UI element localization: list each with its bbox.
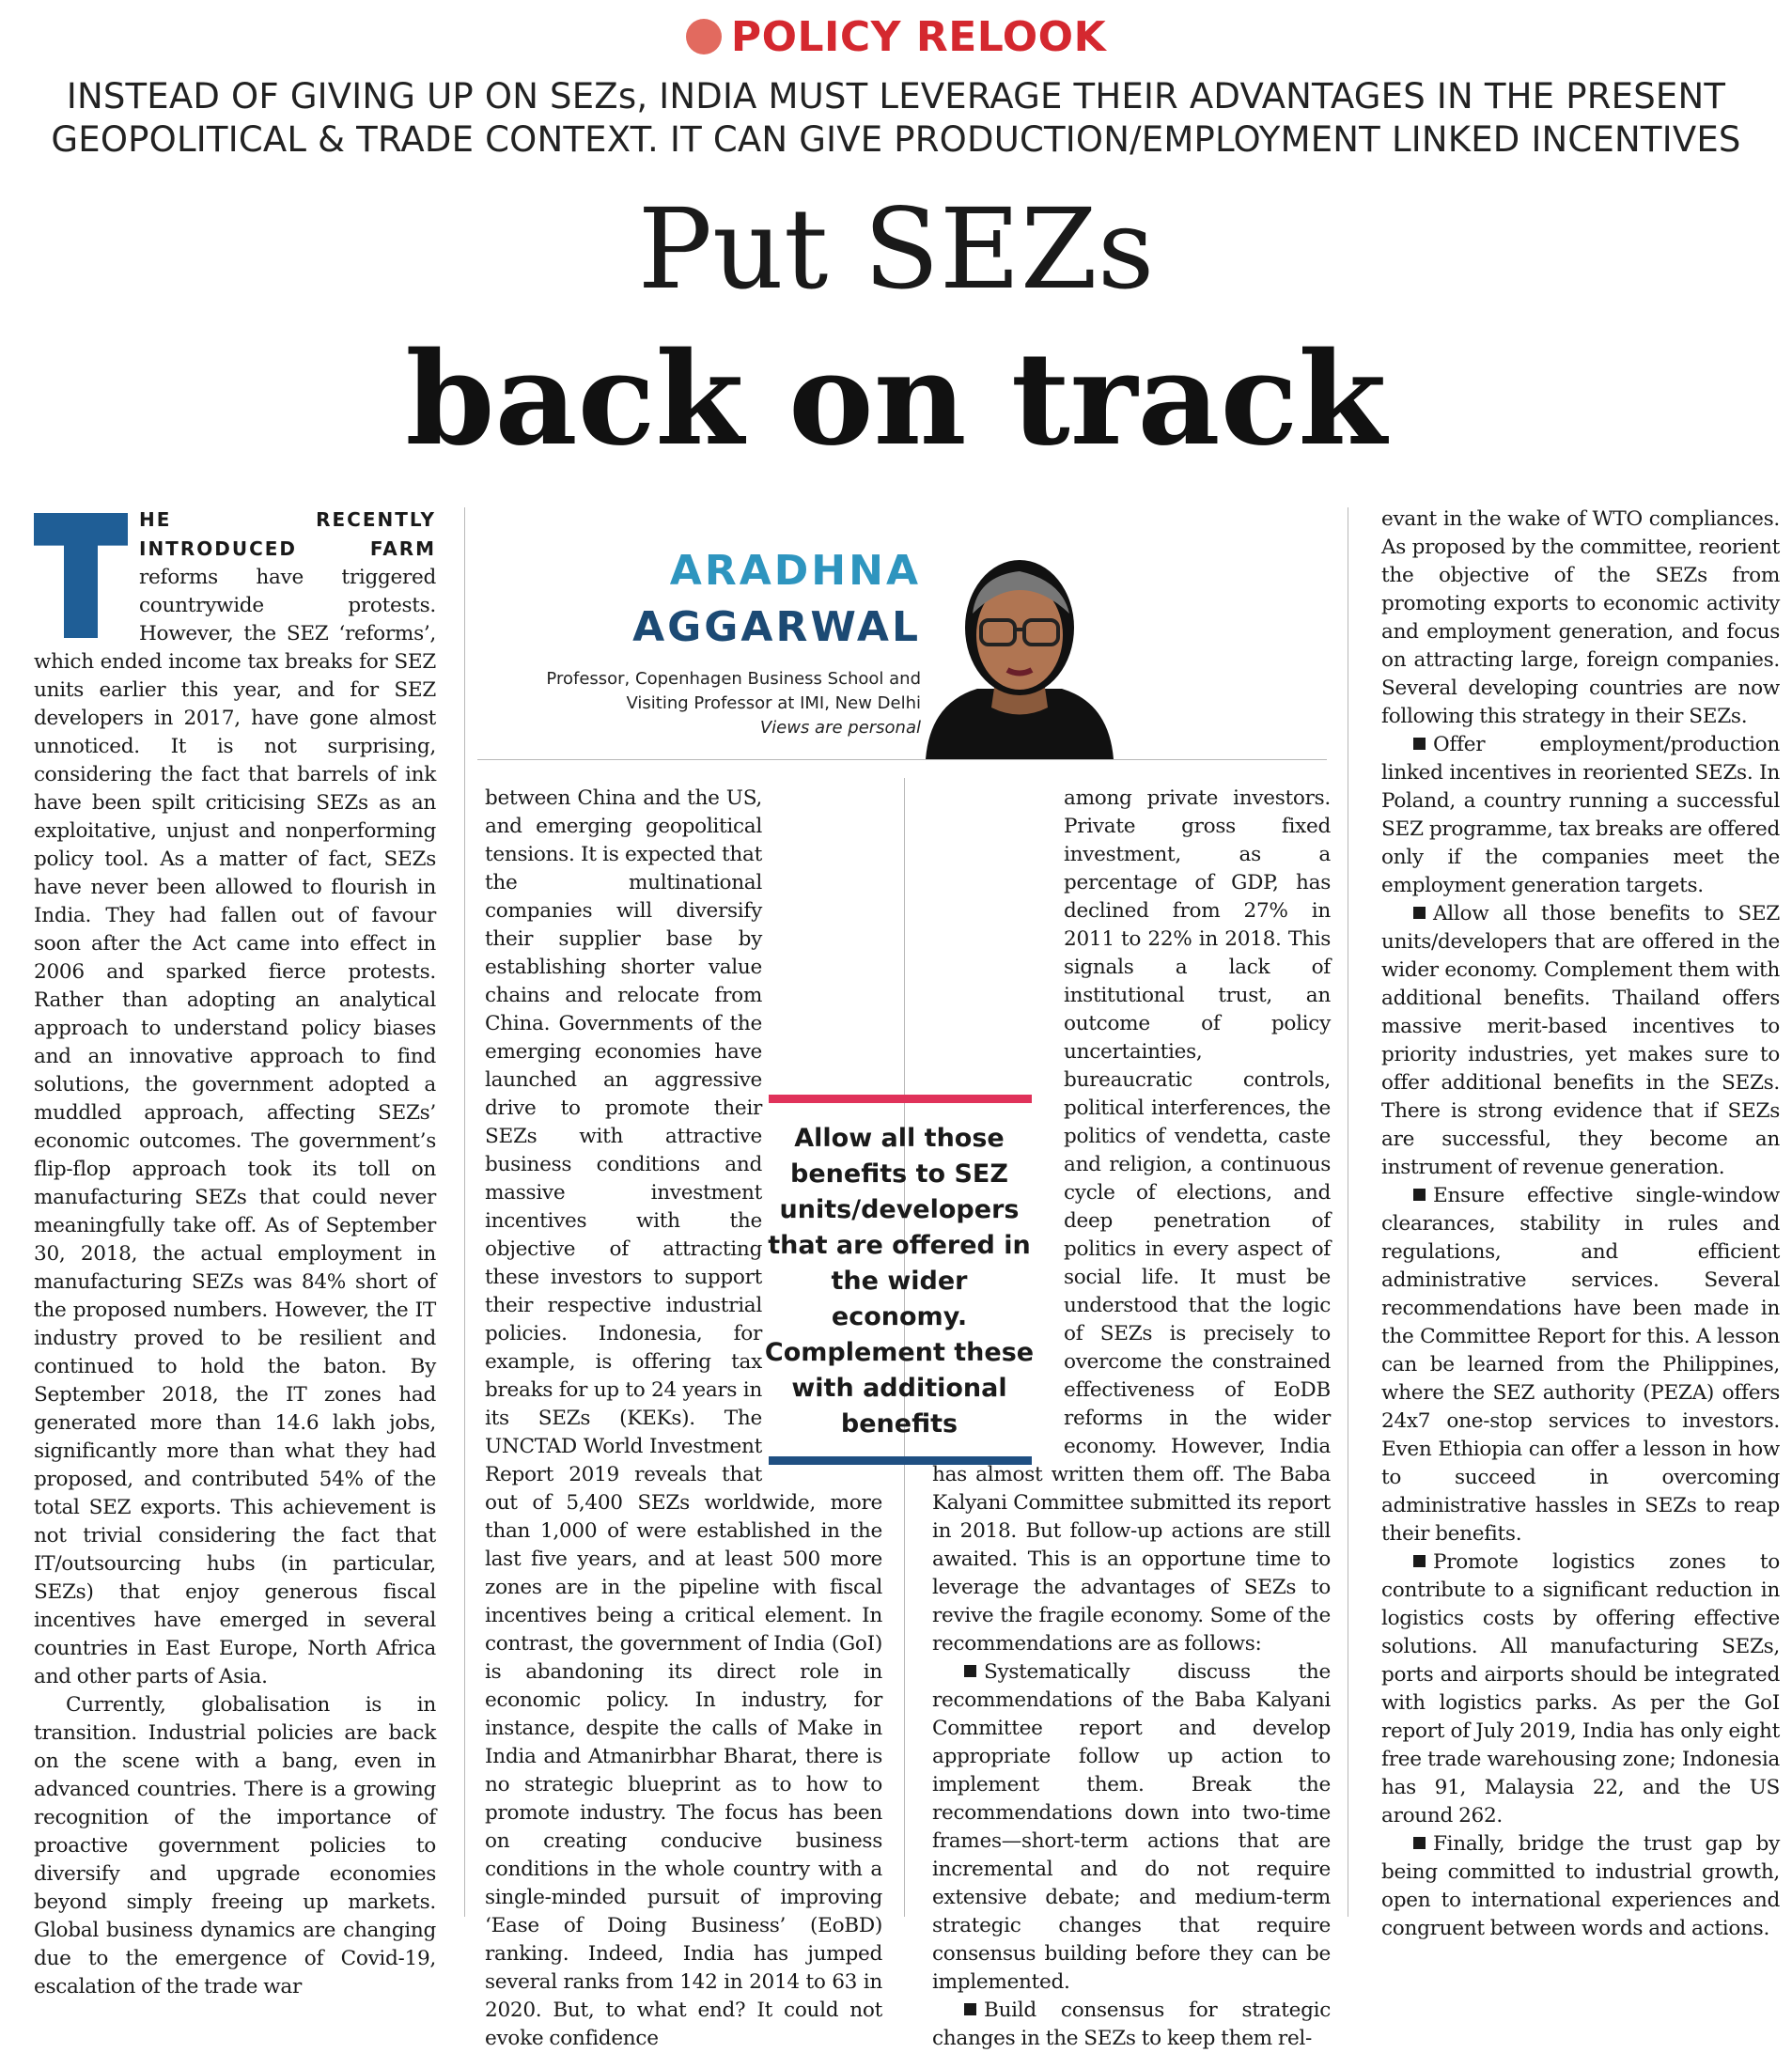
author-bio-line-1: Professor, Copenhagen Business School and [546,669,921,689]
deck-line-2: GEOPOLITICAL & TRADE CONTEXT. IT CAN GIVE PRODUCTION/EMPLOYMENT LINKED INCENTIVES [51,119,1741,160]
bullet-text: Finally, bridge the trust gap by being committed to industrial growth, open to international experiences and congruent between words and actions. [1381,1832,1780,1940]
headline-line-1: Put SEZs [637,184,1155,314]
paragraph-text: reforms have triggered countrywide protests. However, the SEZ ‘reforms’, which ended income tax breaks for SEZ units earlier this year, and for SEZ developers in 2017, have gone almost unnoticed. It is not surprising, considering the fact that barrels of ink have been spilt criticising SEZs as an exploitative, unjust and nonperforming policy tool. As a matter of fact, SEZs have never been allowed to flourish in India. They had fallen out of favour soon after the Act came into effect in 2006 and sparked fierce protests. Rather than adopting an analytical approach to understand policy biases and an innovative approach to find solutions, the government adopted a muddled approach, affecting SEZs’ economic outcomes. The government’s flip-flop approach took its toll on manufacturing SEZs that could never meaningfully take off. As of September 30, 2018, the actual employment in manufacturing SEZs was 84% short of the proposed numbers. However, the IT industry proved to be resilient and continued to hold the baton. By September 2018, the IT zones had generated more than 14.6 lakh jobs, significantly more than what they had proposed, and contributed 54% of the total SEZ exports. This achievement is not trivial considering the fact that IT/outsourcing hubs (in particular, SEZs) that enjoy generous fiscal incentives have emerged in several countries in East Europe, North Africa and other parts of Asia. [34,566,436,1688]
article-column-3 [932,785,1331,2053]
article-paragraph: Currently, globalisation is in transition. Industrial policies are back on the scene with a bang, even in advanced countries. There is a growing recognition of the importance of proactive government policies to diversify and upgrade economies beyond simply freeing up markets. Global business dynamics are changing due to the emergence of Covid-19, escalation of the trade war [34,1693,436,1999]
bullet-text: Build consensus for strategic changes in the SEZs to keep them rel- [932,1999,1331,2050]
author-portrait-illustration [921,534,1118,759]
column-rule-1 [464,507,465,1917]
square-bullet-icon [1413,907,1426,919]
bullet-text: Allow all those benefits to SEZ units/developers that are offered in the wider economy. Complement them with additional benefits. Thailand offers massive merit-based incentives to priority industries, yet makes sure to offer additional benefits in the SEZs. There is strong evidence that if SEZs are successful, they become an instrument of revenue generation. [1381,902,1780,1179]
article-paragraph: between China and the US, and emerging geopolitical tensions. It is expected that the multinational companies will diversify their supplier base by establishing shorter value chains and relocate from China. Governments of the emerging economies have launched an aggressive drive to promote their SEZs with attractive business conditions and massive investment incentives with the objective of attracting these investors to support their respective industrial policies. Indonesia, for example, is offering tax breaks for up to 24 years in its SEZs (KEKs). The UNCTAD World Investment Report 2019 reveals that out of 5,400 SEZs worldwide, more than 1,000 of were established in the last five years, and at least 500 more zones are in the pipeline with fiscal incentives being a critical element. In contrast, the government of India (GoI) is abandoning its direct role in economic policy. In industry, for instance, despite the calls of Make in India and Atmanirbhar Bharat, there is no strategic blueprint as to how to promote industry. The focus has been on creating conducive business conditions in the whole country with a single-minded pursuit of improving ‘Ease of Doing Business’ (EoBD) ranking. Indeed, India has jumped several ranks from 142 in 2014 to 63 in 2020. But, to what end? It could not evoke confidence [485,786,882,2050]
bullet-item [1381,1182,1780,1548]
article-paragraph [34,505,436,1691]
pull-quote-wrap-space [762,1078,882,1482]
bullet-text: Ensure effective single-window clearances, stability in rules and regulations, and efficient administrative services. Several recommendations have been made in the Committee Report for this. A lesson can be learned from the Philippines, where the SEZ authority (PEZA) offers 24x7 one-stop services to investors. Even Ethiopia can offer a lesson in how to succeed in overcoming administrative hassles in SEZs to reap their benefits. [1381,1184,1780,1546]
bullet-text: Offer employment/production linked incentives in reoriented SEZs. In Poland, a country running a successful SEZ programme, tax breaks are offered only if the companies meet the employment generation targets. [1381,733,1780,897]
square-bullet-icon [1413,1555,1426,1567]
square-bullet-icon [1413,1189,1426,1201]
pull-quote-text: Allow all those benefits to SEZ units/developers that are offered in the wider economy. Complement these with additional benefits [764,1124,1035,1439]
author-box-rule [477,759,1327,760]
kicker-label: POLICY RELOOK [730,13,1107,61]
bullet-item [932,1997,1331,2053]
author-bio-line-2: Visiting Professor at IMI, New Delhi [626,693,921,713]
bullet-item [1381,1548,1780,1830]
author-first-name: ARADHNA [669,547,921,595]
article-column-4 [1381,505,1780,1943]
article-column-1 [34,505,436,2001]
lead-in-caps: HE RECENTLY INTRODUCED FARM [139,508,436,560]
author-disclaimer: Views are personal [759,718,921,738]
bullet-item [1381,731,1780,900]
author-last-name: AGGARWAL [632,603,921,651]
kicker-dot-icon [686,19,722,54]
article-paragraph: among private investors. Private gross fixed investment, as a percentage of GDP, has declined from 27% in 2011 to 22% in 2018. This signals a lack of institutional trust, an outcome of policy uncertainties, bureaucratic controls, political interferences, the politics of vendetta, caste and religion, a continuous cycle of elections, and deep penetration of politics in every aspect of social life. It must be understood that the logic of SEZs is precisely to overcome the constrained effectiveness of EoDB reforms in the wider economy. However, India has almost written them off. The Baba Kalyani Committee submitted its report in 2018. But follow-up actions are still awaited. This is an opportune time to leverage the advantages of SEZs to revive the fragile economy. Some of the recommendations are as follows: [932,786,1331,1656]
section-kicker [0,13,1792,61]
square-bullet-icon [964,2003,976,2015]
headline-line-2: back on track [405,324,1387,474]
article-column-2 [485,785,882,2053]
deck-line-1: INSTEAD OF GIVING UP ON SEZs, INDIA MUST LEVERAGE THEIR ADVANTAGES IN THE PRESENT [66,76,1726,117]
square-bullet-icon [1413,1837,1426,1849]
bullet-text: Systematically discuss the recommendations of the Baba Kalyani Committee report and develop appropriate follow up action to implement them. Break the recommendations down into two-time frames—short-term actions that are incremental and do not require extensive debate; and medium-term strategic changes that require consensus building before they can be implemented. [932,1660,1331,1994]
bullet-item [932,1658,1331,1997]
author-bio [470,667,921,740]
bullet-item [1381,900,1780,1182]
bullet-text: Promote logistics zones to contribute to a significant reduction in logistics costs by offering effective solutions. All manufacturing SEZs, ports and airports should be integrated with logistics parks. As per the GoI report of July 2019, India has only eight free trade warehousing zone; Indonesia has 91, Malaysia 22, and the US around 262. [1381,1550,1780,1827]
pull-quote-wrap-space [932,1066,1064,1447]
square-bullet-icon [1413,738,1426,750]
bullet-item [1381,1830,1780,1943]
square-bullet-icon [964,1665,976,1677]
article-deck [28,75,1764,162]
article-paragraph: evant in the wake of WTO compliances. As proposed by the committee, reorient the objective of the SEZs from promoting exports to economic activity and employment generation, and focus on attracting large, foreign companies. Several developing countries are now following this strategy in their SEZs. [1381,507,1780,728]
